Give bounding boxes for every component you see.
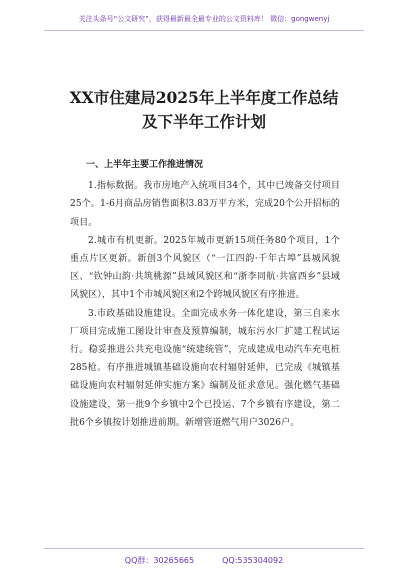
footer-qq-group: QQ群：30265665	[124, 556, 195, 565]
header-notice: 关注头条号“公文研究”，获得最新最全最专业的公文资料库！ 微信：gongwenyj	[78, 15, 330, 23]
footer-divider	[44, 548, 364, 549]
title-line-1: XX市住建局2025年上半年度工作总结	[69, 88, 339, 107]
title-line-2: 及下半年工作计划	[141, 112, 266, 131]
document-body	[70, 156, 340, 432]
footer-contact	[0, 555, 408, 566]
footer-qq-number: QQ:535304092	[222, 556, 284, 565]
paragraph-3: 3.市政基础设施建设。全面完成水务一体化建设，第三自来水厂项目完成施工图设计审查及预算编制，城东污水厂扩建工程试运行。稳妥推进公共充电设施“统建统管”，完成建成电动汽车充电桩285枪。有序推进城镇基础设施向农村辐射延伸，已完成《城镇基础设施向农村辐射延伸实施方案》编制及征求意见。强化燃气基础设施建设，第一批9个乡镇中2个已投运、7个乡镇有序建设，第二批6个乡镇按计划推进前期。新增管道燃气用户3026户。	[70, 308, 340, 428]
document-title	[34, 86, 374, 134]
paragraph-2: 2.城市有机更新。2025年城市更新15项任务80个项目，1个重点片区更新。新创3个风貌区（“一江四韵·千年古埠”县城风貌区、“钦钟山韵·共筑桃源”县域风貌区和“浙李同航·共富西乡”县域风貌区），其中1个市城风貌区和2个跨城风貌区有序推进。	[70, 235, 340, 301]
paragraph-1: 1.指标数据。我市房地产入统项目34个，其中已竣备交付项目25个。1-6月商品房销售面积3.83万平方米，完成20个公开招标的项目。	[70, 181, 340, 228]
header-divider	[44, 30, 364, 31]
section-heading: 一、上半年主要工作推进情况	[86, 160, 204, 170]
